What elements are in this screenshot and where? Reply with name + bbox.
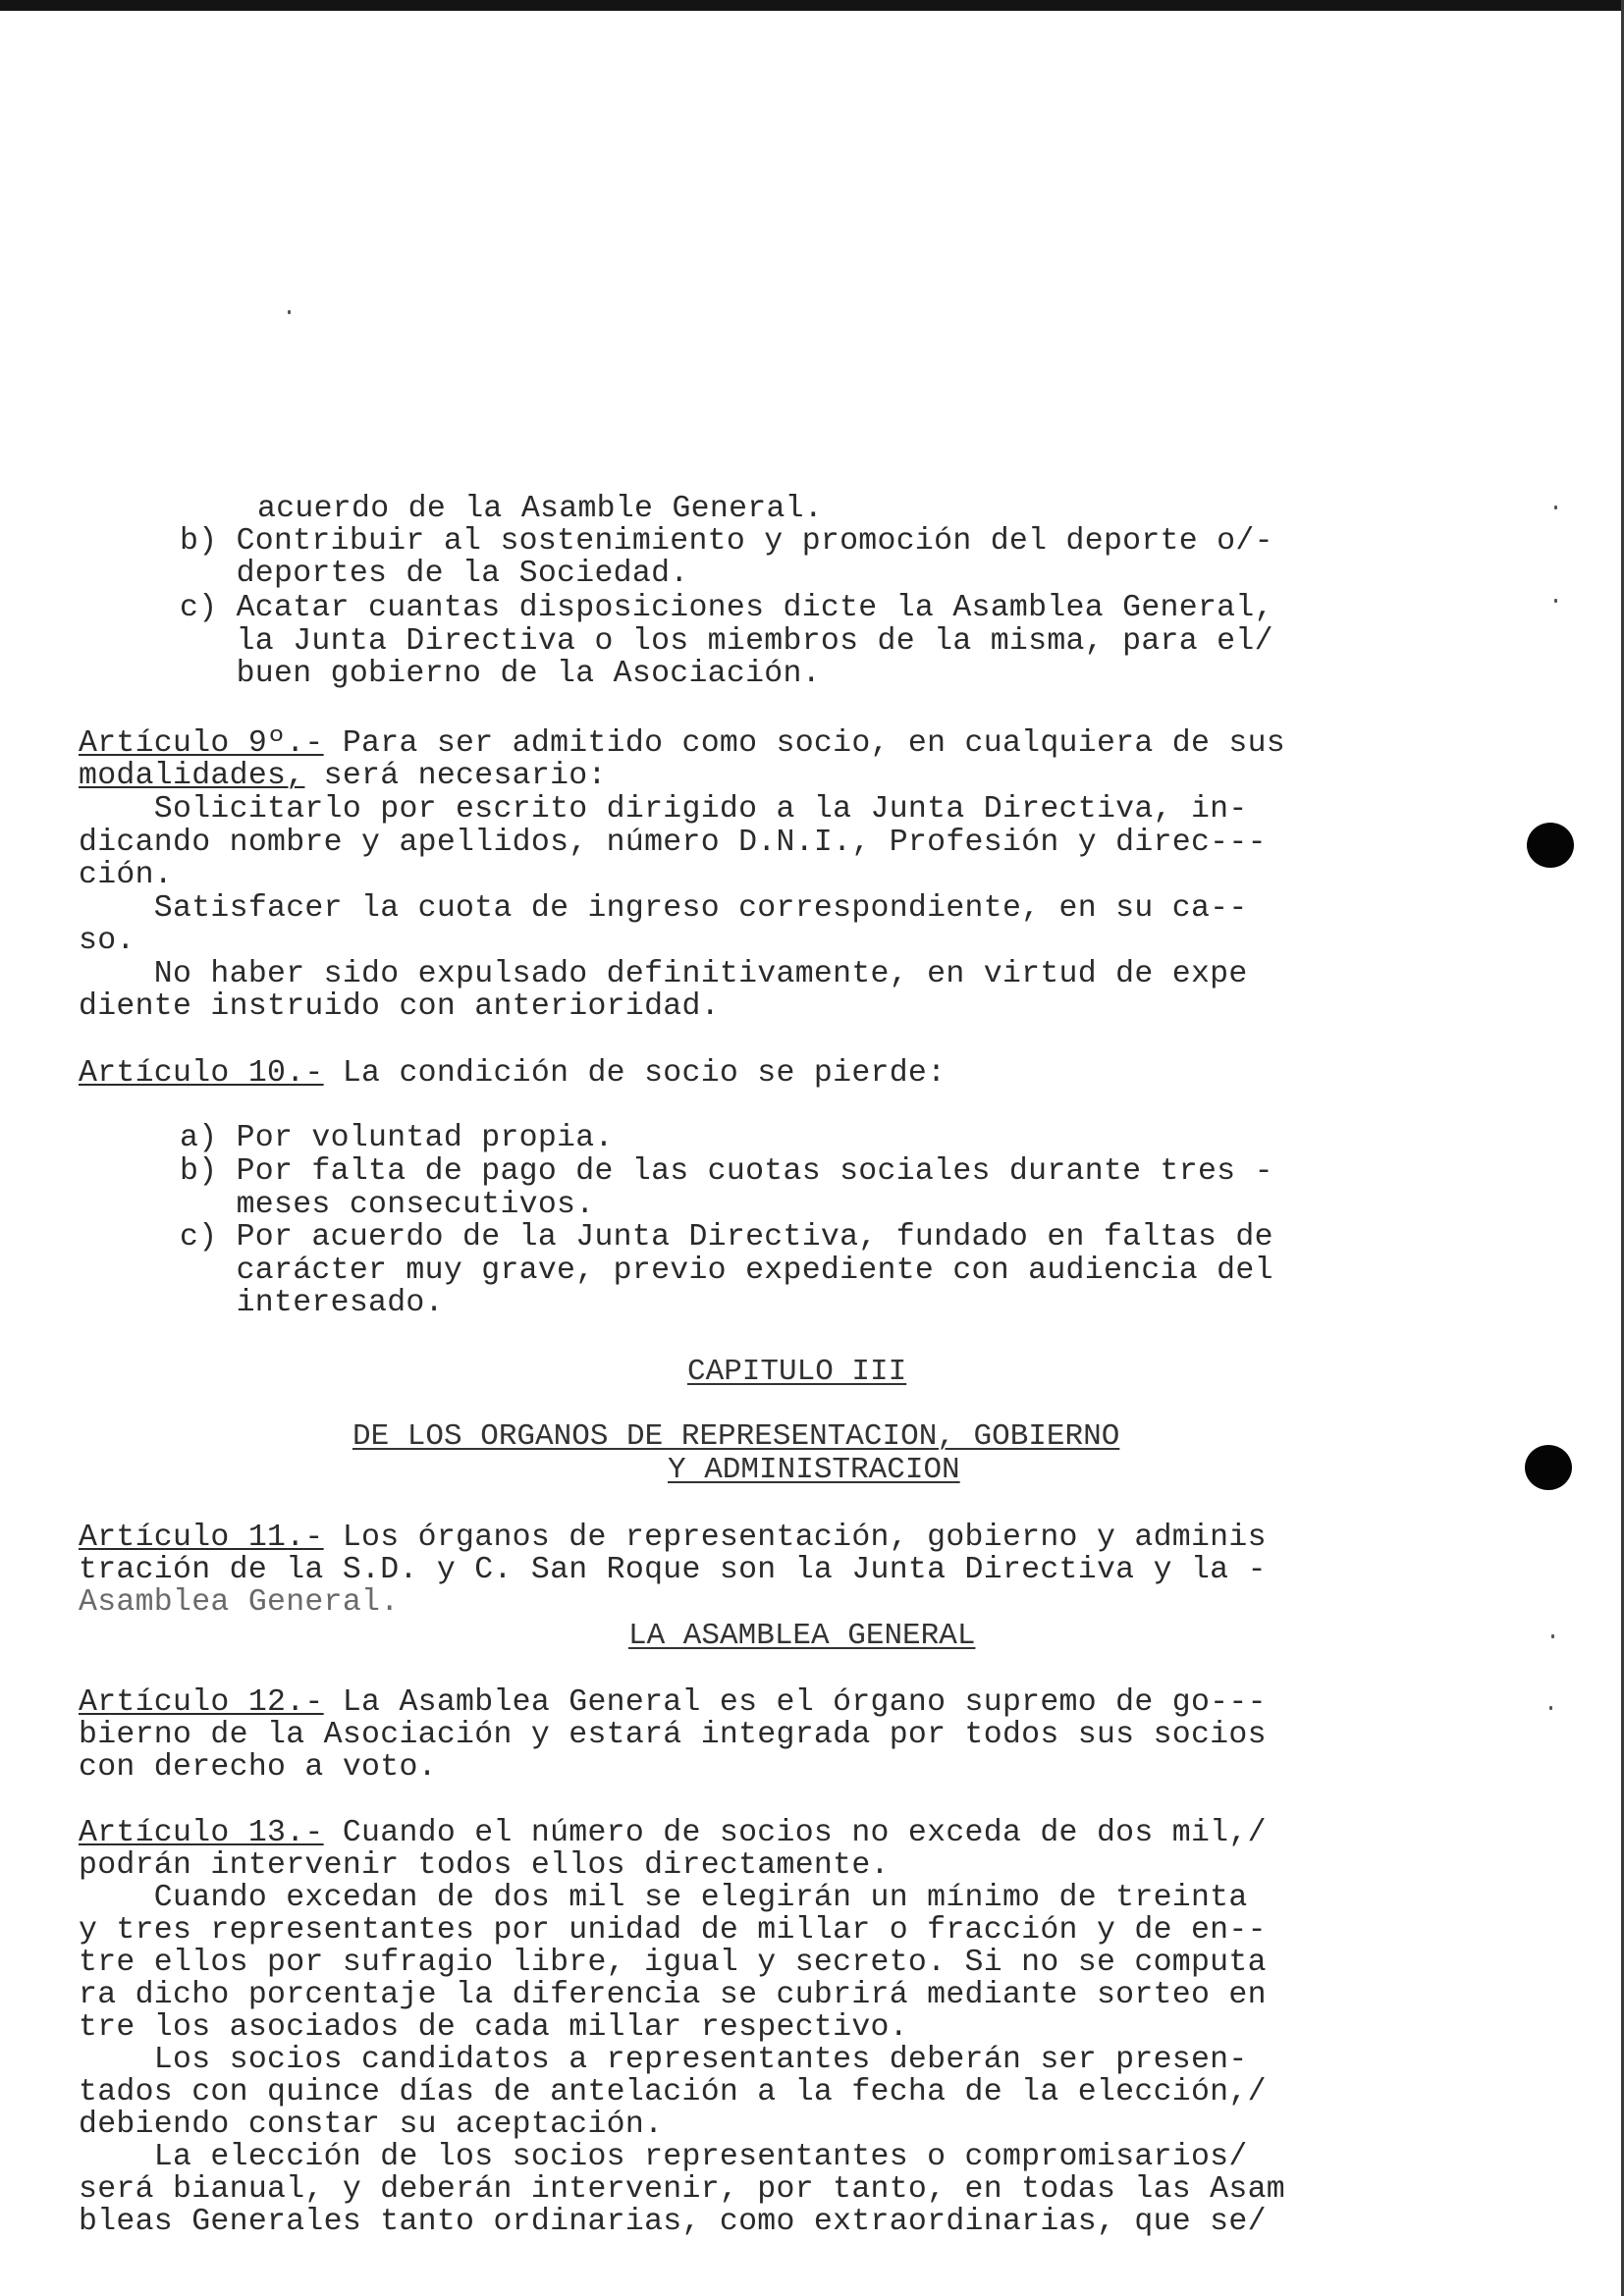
article-9-label: Artículo 9º.- (79, 726, 324, 761)
chapter-subtitle: Y ADMINISTRACION (668, 1453, 960, 1487)
text-line: Los socios candidatos a representantes deberán ser presen- (79, 2043, 1248, 2077)
article-10-label: Artículo 10.- (79, 1056, 324, 1091)
article-9-heading-line (79, 727, 1285, 760)
text-line: tración de la S.D. y C. San Roque son la Junta Directiva y la - (79, 1553, 1267, 1587)
text-line: acuerdo de la Asamble General. (257, 492, 824, 526)
text-line: No haber sido expulsado definitivamente, en virtud de expe (79, 957, 1248, 991)
article-13-label: Artículo 13.- (79, 1816, 324, 1850)
text-line: podrán intervenir todos ellos directamente. (79, 1848, 890, 1883)
text-line: y tres representantes por unidad de millar o fracción y de en-- (79, 1913, 1267, 1948)
text-line: dicando nombre y apellidos, número D.N.I., Profesión y direc--- (79, 826, 1267, 860)
text-line: meses consecutivos. (180, 1188, 595, 1222)
text-line: con derecho a voto. (79, 1750, 437, 1785)
article-9-line (79, 760, 607, 792)
article-11-label: Artículo 11.- (79, 1521, 324, 1555)
text-line: Los órganos de representación, gobierno y adminis (323, 1521, 1267, 1555)
scan-speck (1554, 599, 1557, 603)
text-line: debiendo constar su aceptación. (79, 2108, 664, 2142)
text-line: será necesario: (304, 759, 607, 793)
text-line: La elección de los socios representantes o compromisarios/ (79, 2140, 1248, 2174)
punch-hole-upper (1527, 823, 1574, 868)
scan-speck (1554, 506, 1557, 509)
text-line: Solicitarlo por escrito dirigido a la Junta Directiva, in- (79, 792, 1248, 827)
chapter-subtitle: DE LOS ORGANOS DE REPRESENTACION, GOBIERNO (352, 1419, 1120, 1454)
scan-speck (1549, 1706, 1552, 1710)
section-title: LA ASAMBLEA GENERAL (628, 1619, 976, 1653)
text-line: so. (79, 924, 135, 958)
scan-speck (288, 310, 291, 314)
text-line: bierno de la Asociación y estará integrada por todos sus socios (79, 1718, 1267, 1752)
text-line: ra dicho porcentaje la diferencia se cubrirá mediante sorteo en (79, 1978, 1267, 2012)
text-line: interesado. (180, 1286, 444, 1320)
chapter-title: CAPITULO III (687, 1355, 907, 1389)
text-line: tados con quince días de antelación a la fecha de la elección,/ (79, 2075, 1267, 2109)
text-line: la Junta Directiva o los miembros de la misma, para el/ (180, 624, 1273, 659)
text-line: buen gobierno de la Asociación. (180, 657, 821, 691)
list-item-c: c) Acatar cuantas disposiciones dicte la Asamblea General, (180, 591, 1273, 625)
scan-speck (1551, 1634, 1554, 1638)
text-line: bleas Generales tanto ordinarias, como extraordinarias, que se/ (79, 2205, 1267, 2239)
underlined-term: modalidades, (79, 759, 305, 793)
text-line: tre ellos por sufragio libre, igual y secreto. Si no se computa (79, 1946, 1267, 1980)
article-13-heading-line (79, 1817, 1267, 1849)
article-11-heading-line (79, 1522, 1267, 1554)
text-line: diente instruido con anterioridad. (79, 989, 720, 1024)
article-10-heading-line (79, 1057, 946, 1090)
text-line: deportes de la Sociedad. (180, 557, 689, 591)
text-line: ción. (79, 858, 174, 892)
list-item-c: c) Por acuerdo de la Junta Directiva, fundado en faltas de (180, 1220, 1273, 1255)
text-line: Satisfacer la cuota de ingreso correspondiente, en su ca-- (79, 891, 1248, 926)
text-line: Asamblea General. (79, 1585, 400, 1620)
text-line: tre los asociados de cada millar respectivo. (79, 2010, 908, 2045)
article-12-heading-line (79, 1686, 1267, 1719)
text-line: Cuando excedan de dos mil se elegirán un mínimo de treinta (79, 1881, 1248, 1915)
text-line: La Asamblea General es el órgano supremo de go--- (323, 1685, 1267, 1720)
text-line: Cuando el número de socios no exceda de dos mil,/ (323, 1816, 1267, 1850)
list-item-b: b) Por falta de pago de las cuotas sociales durante tres - (180, 1154, 1273, 1189)
text-line: carácter muy grave, previo expediente con audiencia del (180, 1254, 1273, 1288)
list-item-b: b) Contribuir al sostenimiento y promoción del deporte o/- (180, 524, 1273, 559)
text-line: será bianual, y deberán intervenir, por tanto, en todas las Asam (79, 2172, 1285, 2207)
article-12-label: Artículo 12.- (79, 1685, 324, 1720)
punch-hole-lower (1525, 1445, 1572, 1490)
list-item-a: a) Por voluntad propia. (180, 1121, 614, 1155)
scan-top-border (0, 0, 1624, 11)
text-line: Para ser admitido como socio, en cualquiera de sus (323, 726, 1285, 761)
text-line: La condición de socio se pierde: (323, 1056, 947, 1091)
